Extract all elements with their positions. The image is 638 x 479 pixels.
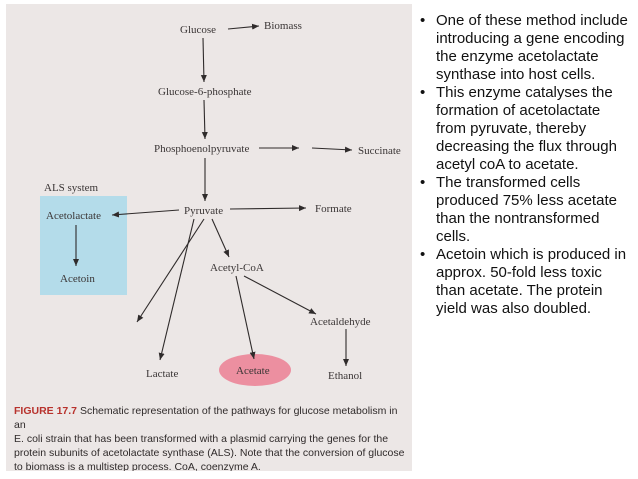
arrow-acetyl-coa-acetate [236,276,254,359]
node-ethanol: Ethanol [328,370,363,382]
arrow-glucose-biomass [228,26,259,29]
arrow-pyruvate-acetate [137,219,204,322]
node-biomass: Biomass [264,20,302,32]
arrow-pyruvate-formate [230,208,306,209]
caption-line-3: protein subunits of acetolactate synthase (ALS). Note that the conversion of glucose [14,447,405,459]
node-acetolactate: Acetolactate [46,210,101,222]
arrow-g6p-pep [204,100,205,139]
bullet-item [418,12,632,84]
bullet-text: One of these method include introducing a gene encoding the enzyme acetolactate synthase into host cells. [436,12,628,83]
figure-label: FIGURE 17.7 [14,405,78,417]
node-pyruvate: Pyruvate [184,205,224,217]
bullet-dot-icon: • [420,174,426,191]
bullet-dot-icon: • [420,12,426,29]
bullet-dot-icon: • [420,246,426,263]
caption-line-4: to biomass is a multistep process. CoA, coenzyme A. [14,461,261,471]
node-lactate: Lactate [146,368,179,380]
node-phosphoenolpyruvate: Phosphoenolpyruvate [154,143,250,155]
node-acetate: Acetate [236,365,270,377]
bullet-list [418,12,632,318]
arrow-acetyl-coa-acetaldehyde [244,276,316,314]
caption-line-1: Schematic representation of the pathways for glucose metabolism in an [14,405,398,431]
caption-line-2: E. coli strain that has been transformed with a plasmid carrying the genes for the [14,433,389,445]
node-acetyl-coa: Acetyl-CoA [210,262,264,274]
bullet-dot-icon: • [420,84,426,101]
node-acetoin: Acetoin [60,273,95,285]
pathway-diagram [6,4,412,471]
arrow-glucose-g6p [203,38,204,82]
node-glucose: Glucose [180,24,217,36]
node-acetaldehyde: Acetaldehyde [310,316,371,328]
bullet-item [418,246,632,318]
node-glucose-6-phosphate: Glucose-6-phosphate [158,86,252,98]
figure-caption [14,404,410,471]
bullet-item [418,84,632,174]
node-succinate: Succinate [358,145,401,157]
als-system-label: ALS system [44,182,99,194]
node-formate: Formate [315,203,352,215]
bullet-text: This enzyme catalyses the formation of acetolactate from pyruvate, thereby decreasing the flux through acetyl coA to acetate. [436,84,617,173]
textbook-figure-photo [6,4,412,471]
bullet-text: The transformed cells produced 75% less acetate than the nontransformed cells. [436,174,617,245]
arrow-pyruvate-acetyl-coa [212,219,229,257]
bullet-text: Acetoin which is produced in approx. 50-fold less toxic than acetate. The protein yield was also doubled. [436,246,627,317]
arrow-to-succinate [312,148,352,150]
arrow-pyruvate-lactate [160,219,194,360]
bullet-item [418,174,632,246]
